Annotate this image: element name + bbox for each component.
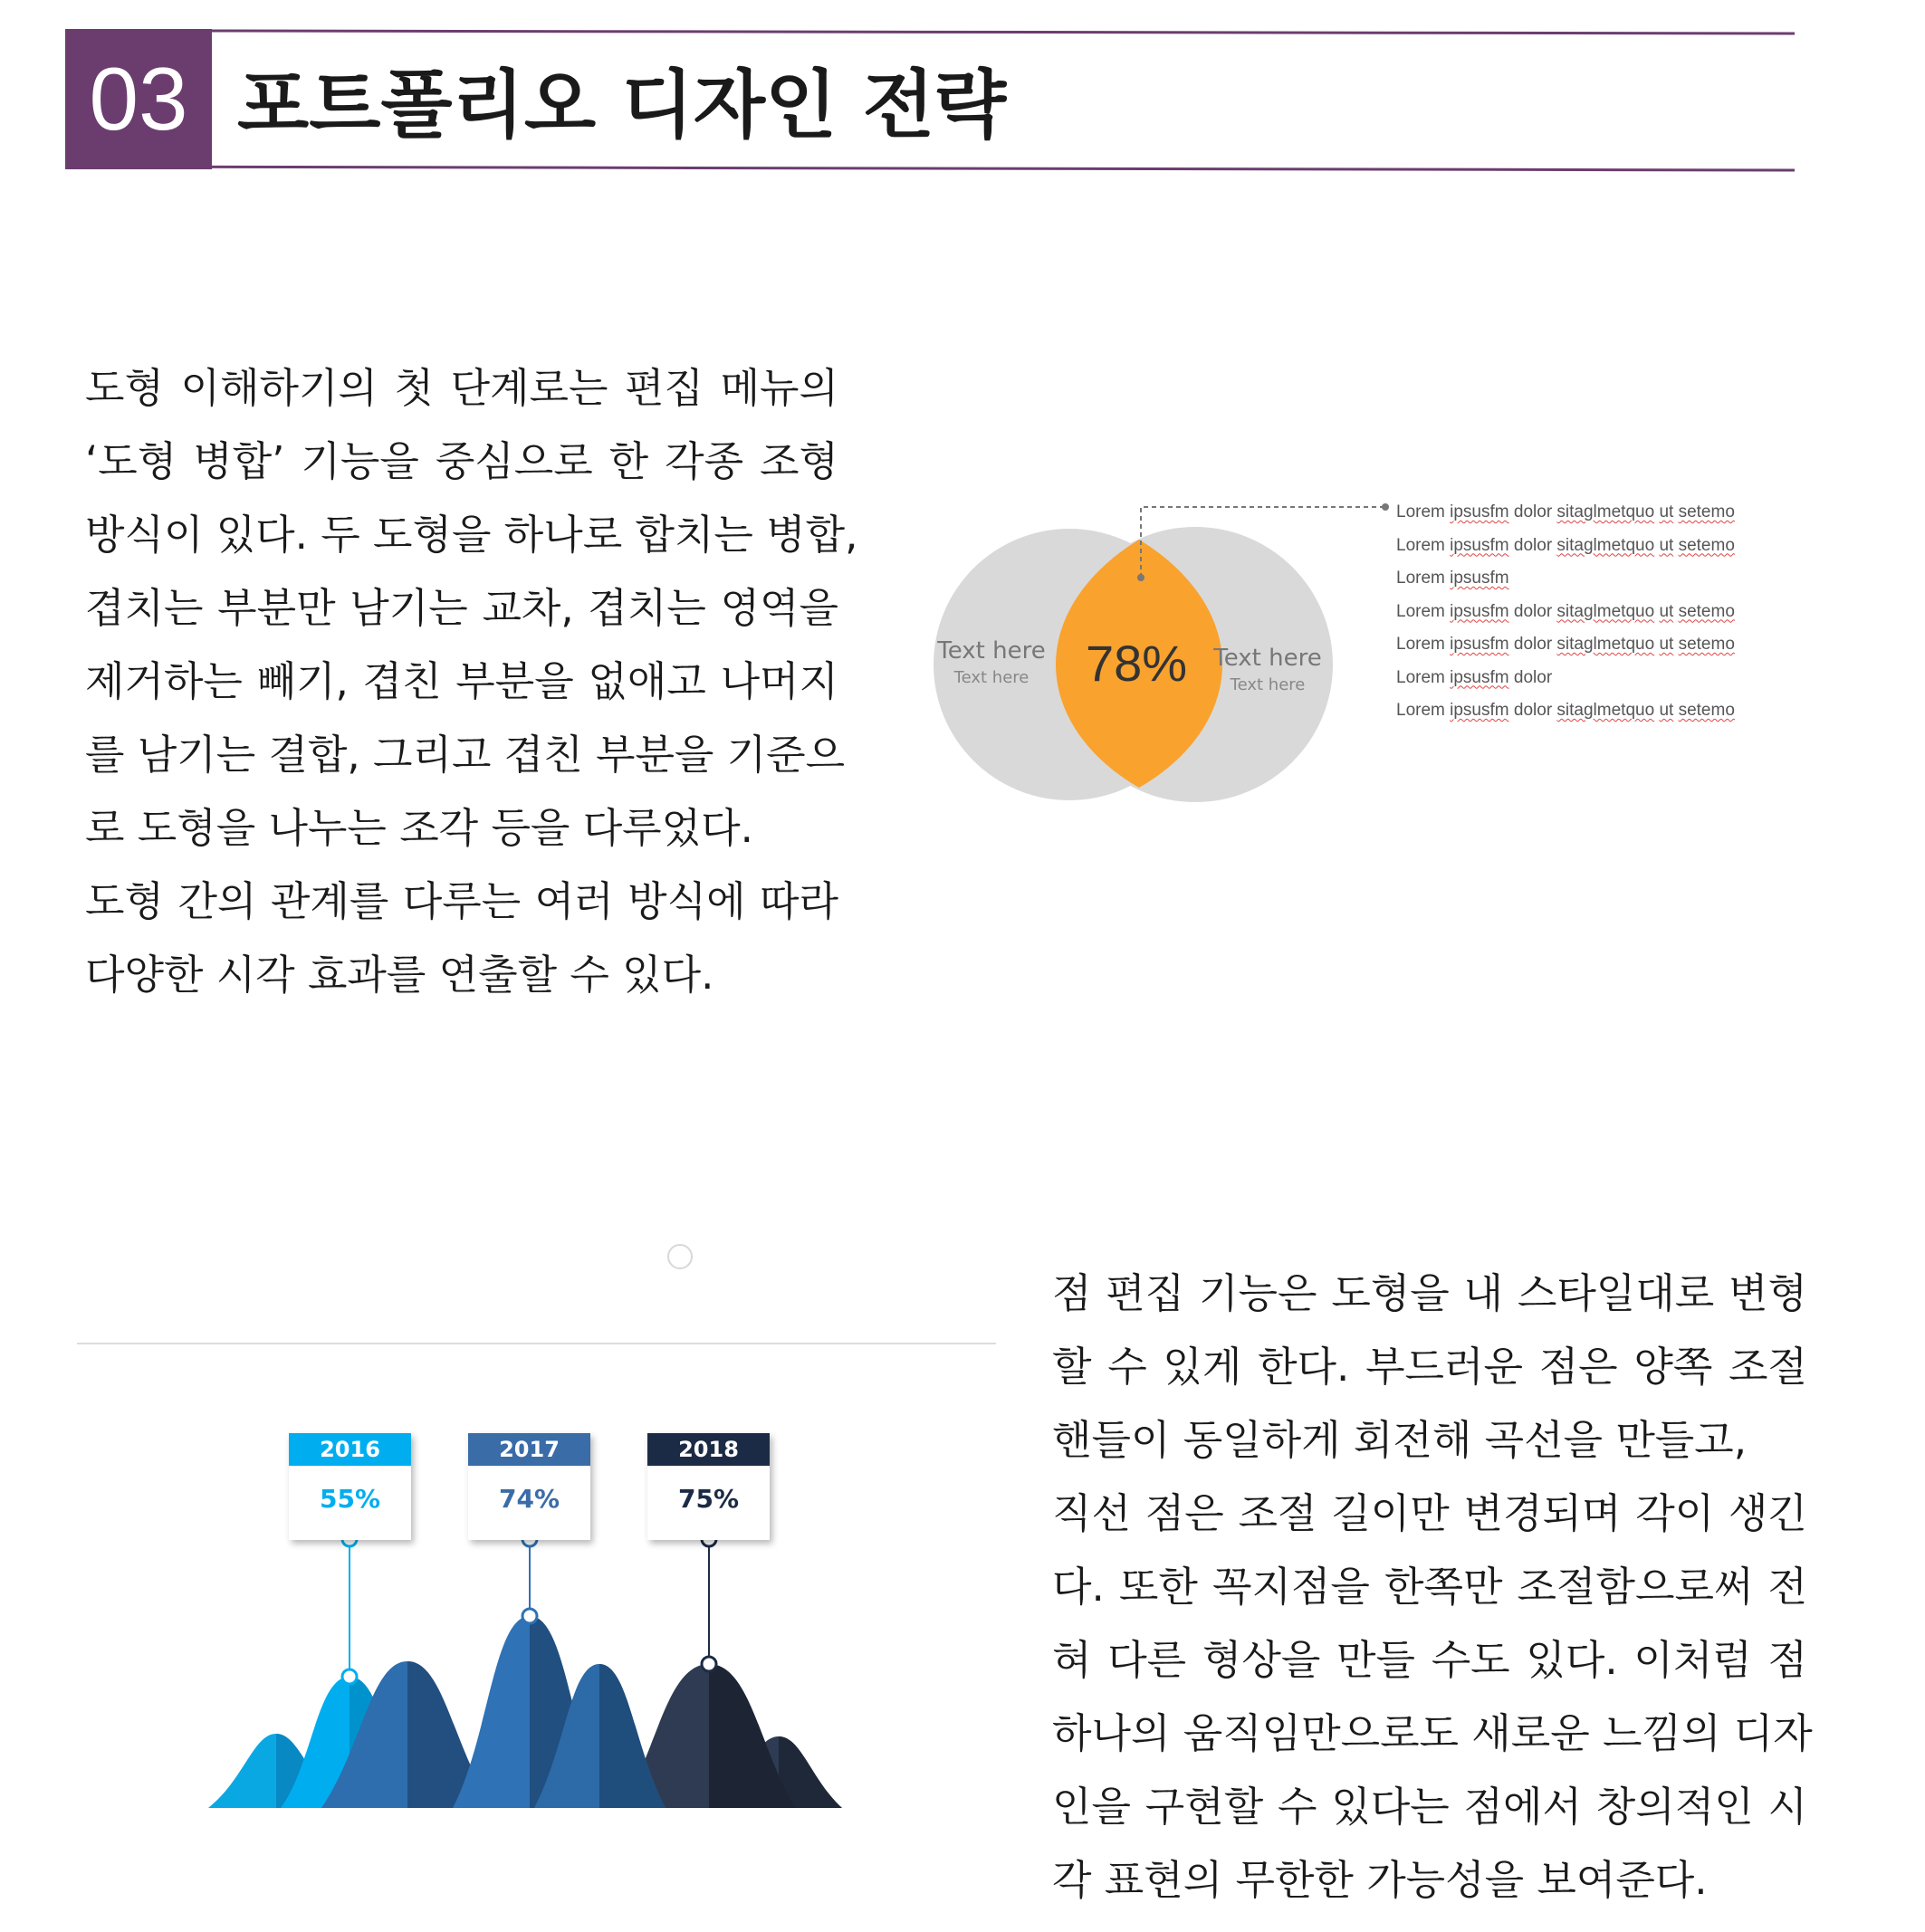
paragraph-line: 로 도형을 나누는 조각 등을 다루었다.: [85, 804, 753, 852]
small-ring: [668, 1245, 692, 1268]
marker-2016: [342, 1532, 357, 1684]
venn-leader-dot-start: [1137, 574, 1144, 581]
lorem-list: [1396, 499, 1735, 731]
paragraph-line: 할 수 있게 한다. 부드러운 점은 양쪽 조절: [1052, 1343, 1807, 1391]
list-item: Lorem ipsusfm dolor sitaglmetquo ut setemo: [1396, 635, 1735, 654]
venn-right-label: Text here: [1213, 645, 1322, 672]
paragraph-line: 직선 점은 조절 길이만 변경되며 각이 생긴: [1052, 1489, 1807, 1537]
paragraph-line: 핸들이 동일하게 회전해 곡선을 만들고,: [1052, 1416, 1748, 1464]
venn-left-sublabel: Text here: [953, 668, 1030, 687]
paragraph-line: ‘도형 병합’ 기능을 중심으로 한 각종 조형: [85, 437, 838, 485]
list-item: Lorem ipsusfm dolor sitaglmetquo ut setemo: [1396, 502, 1735, 521]
card-year: 2016: [289, 1433, 411, 1466]
card-value: 55%: [319, 1484, 381, 1514]
venn-percentage: 78%: [1085, 635, 1188, 692]
mountain-group: [208, 1616, 842, 1808]
paragraph-line: 겹치는 부분만 남기는 교차, 겹치는 영역을: [85, 584, 838, 632]
year-card-2018: [647, 1433, 770, 1540]
year-card-2017: [468, 1433, 590, 1540]
paragraph-line: 각 표현의 무한한 가능성을 보여준다.: [1052, 1856, 1708, 1904]
header-bottom-rule: [65, 167, 1795, 170]
list-item: Lorem ipsusfm dolor sitaglmetquo ut setemo: [1396, 535, 1735, 555]
intro-paragraph: [85, 351, 858, 1011]
paragraph-line: 다. 또한 꼭지점을 한쪽만 조절함으로써 전: [1052, 1563, 1807, 1611]
venn-leader-dot-end: [1382, 503, 1389, 511]
list-item: Lorem ipsusfm dolor sitaglmetquo ut setemo: [1396, 601, 1735, 621]
header-top-rule: [212, 31, 1795, 33]
paragraph-line: 인을 구현할 수 있다는 점에서 창의적인 시: [1052, 1783, 1807, 1831]
paragraph-line: 점 편집 기능은 도형을 내 스타일대로 변형: [1052, 1269, 1807, 1317]
year-card-2016: [289, 1433, 411, 1540]
card-value: 75%: [677, 1484, 740, 1514]
paragraph-line: 를 남기는 결합, 그리고 겹친 부분을 기준으: [85, 731, 846, 779]
card-year: 2017: [468, 1433, 590, 1466]
paragraph-line: 도형 이해하기의 첫 단계로는 편집 메뉴의: [85, 364, 838, 412]
paragraph-line: 혀 다른 형상을 만들 수도 있다. 이처럼 점: [1052, 1636, 1807, 1684]
venn-left-label: Text here: [937, 637, 1046, 665]
marker-2017: [522, 1532, 537, 1623]
page-title: 포트폴리오 디자인 전략: [237, 62, 1007, 148]
marker-2018: [702, 1532, 716, 1671]
card-value: 74%: [498, 1484, 560, 1514]
section-number: 03: [89, 49, 188, 148]
list-item: Lorem ipsusfm dolor: [1396, 667, 1553, 687]
list-item: Lorem ipsusfm dolor sitaglmetquo ut setemo: [1396, 701, 1735, 720]
venn-right-sublabel: Text here: [1230, 675, 1306, 694]
point-edit-paragraph: [1052, 1257, 1813, 1917]
paragraph-line: 다양한 시각 효과를 연출할 수 있다.: [85, 951, 714, 999]
paragraph-line: 방식이 있다. 두 도형을 하나로 합치는 병합,: [85, 511, 858, 559]
card-year: 2018: [647, 1433, 770, 1466]
paragraph-line: 하나의 움직임만으로도 새로운 느낌의 디자: [1052, 1709, 1813, 1757]
paragraph-line: 도형 간의 관계를 다루는 여러 방식에 따라: [85, 877, 838, 925]
paragraph-line: 제거하는 빼기, 겹친 부분을 없애고 나머지: [85, 657, 838, 705]
list-item: Lorem ipsusfm: [1396, 569, 1509, 588]
